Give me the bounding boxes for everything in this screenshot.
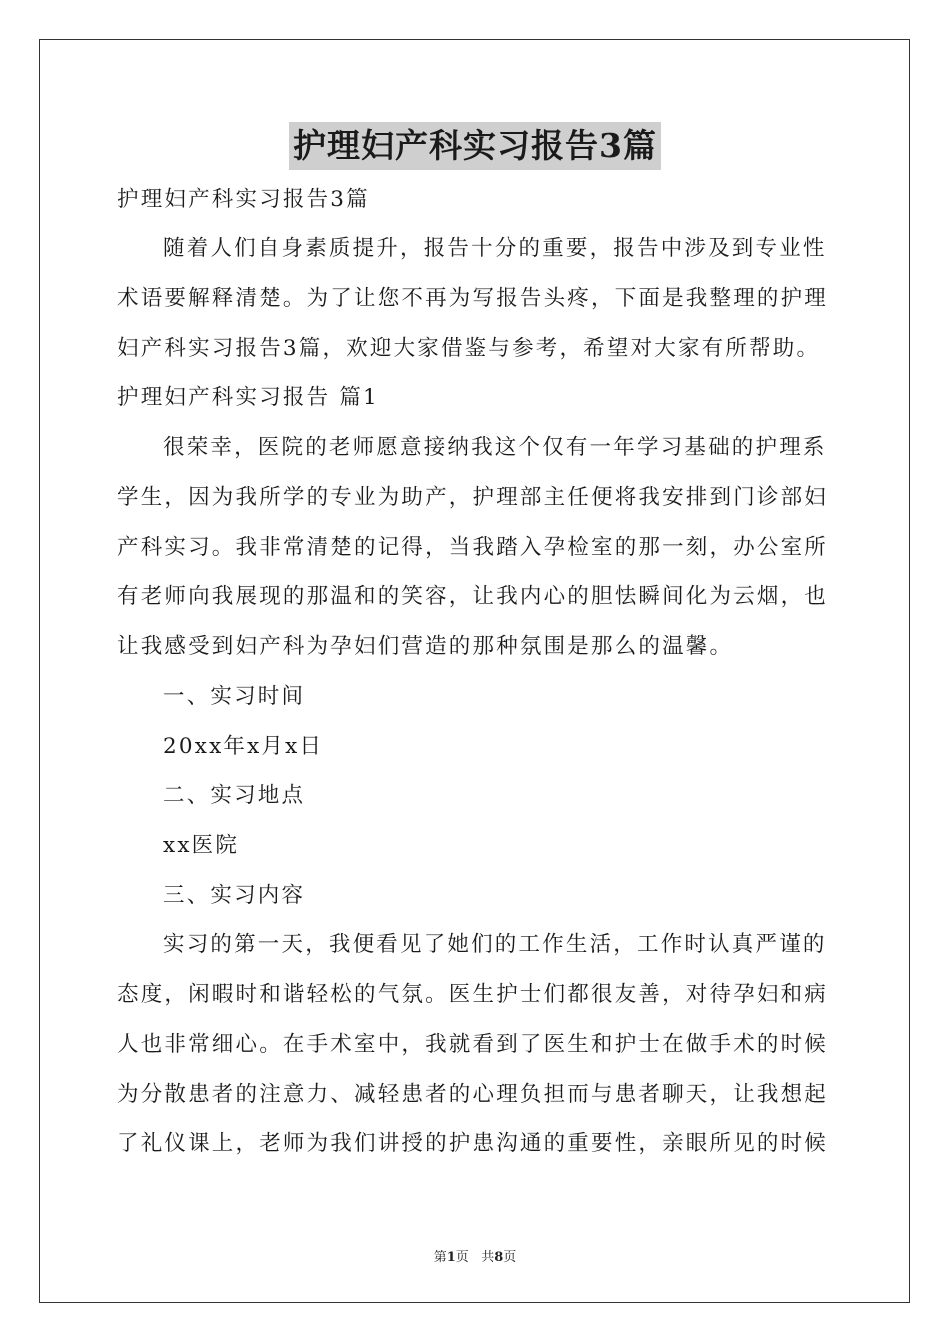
list-value: 20xx年x月x日 [163, 734, 324, 759]
section-heading: 护理妇产科实习报告 篇1 [117, 385, 379, 410]
footer-total-prefix: 共 [481, 1250, 495, 1265]
page-border [39, 39, 910, 1303]
list-heading: 一、实习时间 [163, 684, 306, 709]
paragraph-line: 学生，因为我所学的专业为助产，护理部主任便将我安排到门诊部妇 [117, 485, 829, 510]
footer-page-suffix: 页 [455, 1250, 469, 1265]
footer-total-suffix: 页 [503, 1250, 517, 1265]
list-value: xx医院 [163, 833, 240, 858]
paragraph-line: 让我感受到妇产科为孕妇们营造的那种氛围是那么的温馨。 [117, 634, 734, 659]
footer-page-prefix: 第 [433, 1250, 447, 1265]
paragraph-line: 术语要解释清楚。为了让您不再为写报告头疼，下面是我整理的护理 [117, 286, 829, 311]
list-heading: 二、实习地点 [163, 783, 306, 808]
paragraph-line: 妇产科实习报告3篇，欢迎大家借鉴与参考，希望对大家有所帮助。 [117, 336, 821, 361]
paragraph-line: 有老师向我展现的那温和的笑容，让我内心的胆怯瞬间化为云烟，也 [117, 584, 829, 609]
title-container [0, 122, 950, 172]
paragraph-line: 人也非常细心。在手术室中，我就看到了医生和护士在做手术的时候 [117, 1032, 829, 1057]
document-title: 护理妇产科实习报告3篇 [289, 122, 661, 170]
page-footer [0, 1246, 950, 1265]
paragraph-line: 产科实习。我非常清楚的记得，当我踏入孕检室的那一刻，办公室所 [117, 535, 829, 560]
footer-total-number: 8 [494, 1250, 504, 1265]
paragraph-line: 随着人们自身素质提升，报告十分的重要，报告中涉及到专业性 [163, 236, 827, 261]
paragraph-line: 为分散患者的注意力、减轻患者的心理负担而与患者聊天，让我想起 [117, 1082, 829, 1107]
paragraph-line: 态度，闲暇时和谐轻松的气氛。医生护士们都很友善，对待孕妇和病 [117, 982, 829, 1007]
subtitle-line: 护理妇产科实习报告3篇 [117, 187, 370, 212]
paragraph-line: 了礼仪课上，老师为我们讲授的护患沟通的重要性，亲眼所见的时候 [117, 1131, 829, 1156]
footer-page-number: 1 [446, 1250, 456, 1265]
list-heading: 三、实习内容 [163, 883, 306, 908]
paragraph-line: 实习的第一天，我便看见了她们的工作生活，工作时认真严谨的 [163, 932, 827, 957]
paragraph-line: 很荣幸，医院的老师愿意接纳我这个仅有一年学习基础的护理系 [163, 435, 827, 460]
